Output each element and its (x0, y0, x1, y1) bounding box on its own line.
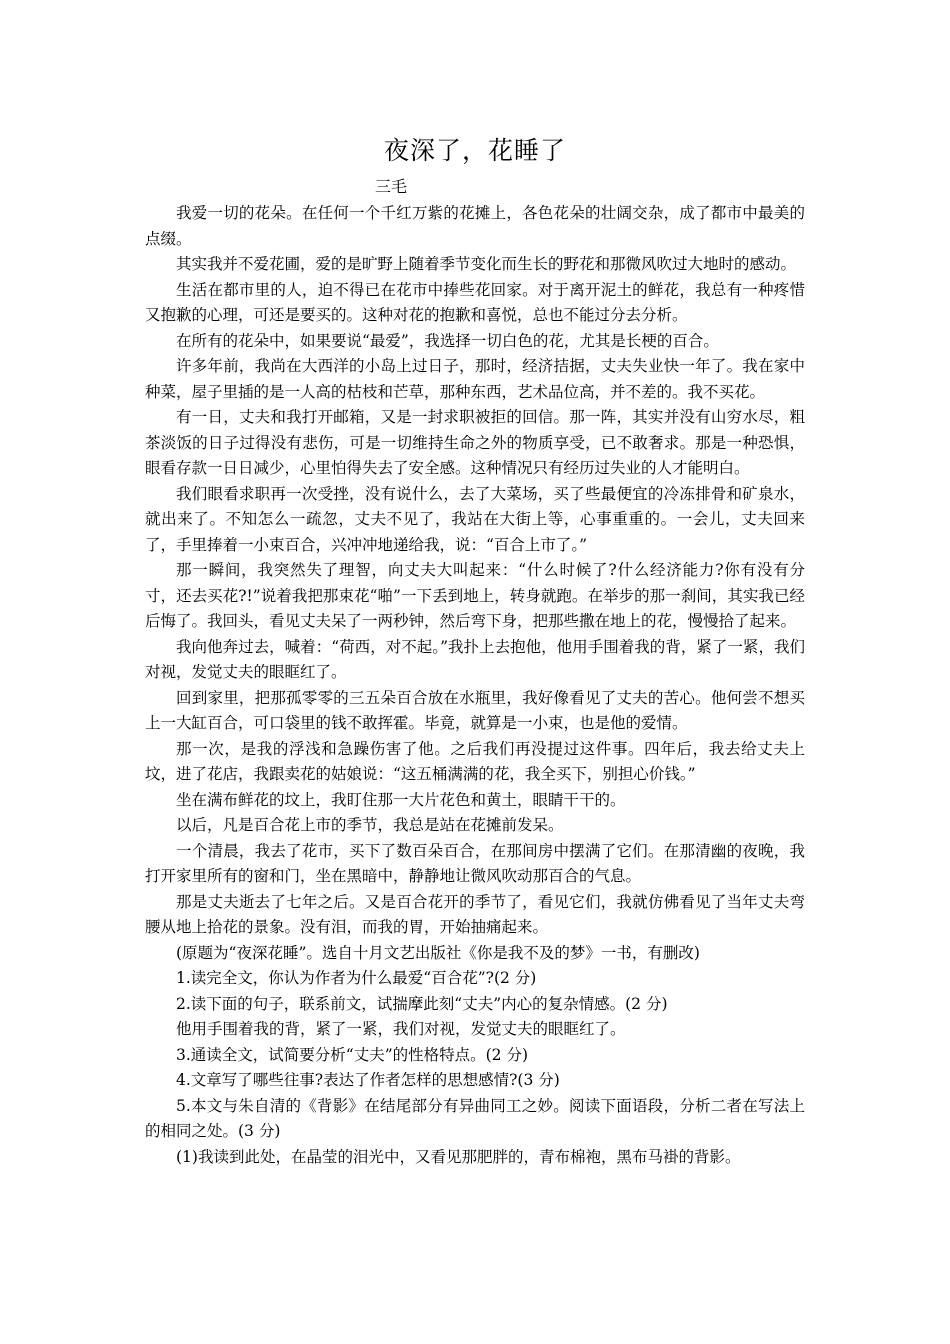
question-4: 4.文章写了哪些往事?表达了作者怎样的思想感情?(3 分) (176, 1071, 560, 1089)
paragraph: 那是丈夫逝去了七年之后。又是百合花开的季节了，看见它们，我就仿佛看见了当年丈夫弯腰从地上拾花的景象。没有泪，而我的胃，开始抽痛起来。 (145, 892, 805, 936)
article-author: 三毛 (375, 177, 408, 196)
paragraph: 有一日，丈夫和我打开邮箱，又是一封求职被拒的回信。那一阵，其实并没有山穷水尽，粗茶淡饭的日子过得没有悲伤，可是一切维持生命之外的物质享受，已不敢奢求。那是一种恐惧，眼看存款一日日减少，心里怕得失去了安全感。这种情况只有经历过失业的人才能明白。 (145, 408, 805, 477)
paragraph: 我们眼看求职再一次受挫，没有说什么，去了大菜场，买了些最便宜的冷冻排骨和矿泉水，就出来了。不知怎么一疏忽，丈夫不见了，我站在大街上等，心事重重的。一会儿，丈夫回来了，手里捧着一小束百合，兴冲冲地递给我，说：“百合上市了。” (145, 484, 805, 554)
article-body (145, 201, 805, 1170)
paragraph: 我向他奔过去，喊着：“荷西，对不起。”我扑上去抱他，他用手围着我的背，紧了一紧，我们对视，发觉丈夫的眼眶红了。 (145, 637, 805, 681)
question-5: 5.本文与朱自清的《背影》在结尾部分有异曲同工之妙。阅读下面语段，分析二者在写法上的相同之处。(3 分) (145, 1096, 805, 1140)
paragraph: 以后，凡是百合花上市的季节，我总是站在花摊前发呆。 (176, 816, 564, 834)
question-3: 3.通读全文，试简要分析“丈夫”的性格特点。(2 分) (176, 1045, 529, 1064)
paragraph: 其实我并不爱花圃，爱的是旷野上随着季节变化而生长的野花和那微风吹过大地时的感动。 (176, 255, 797, 273)
reading-excerpt-1: (1)我读到此处，在晶莹的泪光中，又看见那肥胖的，青布棉袍，黑布马褂的背影。 (176, 1147, 741, 1166)
article-title: 夜深了，花睡了 (383, 136, 566, 165)
quoted-sentence: 他用手围着我的背，紧了一紧，我们对视，发觉丈夫的眼眶红了。 (176, 1020, 626, 1038)
paragraph: 一个清晨，我去了花市，买下了数百朵百合，在那间房中摆满了它们。在那清幽的夜晚，我打开家里所有的窗和门，坐在黑暗中，静静地让微风吹动那百合的气息。 (145, 841, 805, 885)
question-1: 1.读完全文，你认为作者为什么最爱“百合花”?(2 分) (176, 969, 537, 987)
paragraph: 生活在都市里的人，迫不得已在花市中捧些花回家。对于离开泥土的鲜花，我总有一种疼惜又抱歉的心理，可还是要买的。这种对花的抱歉和喜悦，总也不能过分去分析。 (145, 280, 805, 324)
paragraph: 在所有的花朵中，如果要说“最爱”，我选择一切白色的花，尤其是长梗的百合。 (176, 331, 719, 350)
question-2: 2.读下面的句子，联系前文，试揣摩此刻“丈夫”内心的复杂情感。(2 分) (176, 994, 668, 1013)
paragraph: 坐在满布鲜花的坟上，我盯住那一大片花色和黄土，眼睛干干的。 (176, 790, 626, 809)
paragraph: 回到家里，把那孤零零的三五朵百合放在水瓶里，我好像看见了丈夫的苦心。他何尝不想买上一大缸百合，可口袋里的钱不敢挥霍。毕竟，就算是一小束，也是他的爱情。 (145, 688, 805, 732)
paragraph: 许多年前，我尚在大西洋的小岛上过日子，那时，经济拮据，丈夫失业快一年了。我在家中种菜，屋子里插的是一人高的枯枝和芒草，那种东西，艺术品位高，并不差的。我不买花。 (145, 357, 805, 401)
paragraph: 那一瞬间，我突然失了理智，向丈夫大叫起来：“什么时候了?什么经济能力?你有没有分寸，还去买花?!”说着我把那束花“啪”一下丢到地上，转身就跑。在举步的那一刹间，其实我已经后悔了。我回头，看见丈夫呆了一两秒钟，然后弯下身，把那些撒在地上的花，慢慢拾了起来。 (145, 561, 805, 630)
paragraph: 那一次，是我的浮浅和急躁伤害了他。之后我们再没提过这件事。四年后，我去给丈夫上坟，进了花店，我跟卖花的姑娘说：“这五桶满满的花，我全买下，别担心价钱。” (145, 739, 805, 783)
paragraph: 我爱一切的花朵。在任何一个千红万紫的花摊上，各色花朵的壮阔交杂，成了都市中最美的点缀。 (145, 204, 805, 248)
source-note: (原题为“夜深花睡”。选自十月文艺出版社《你是我不及的梦》一书，有删改) (176, 943, 700, 962)
